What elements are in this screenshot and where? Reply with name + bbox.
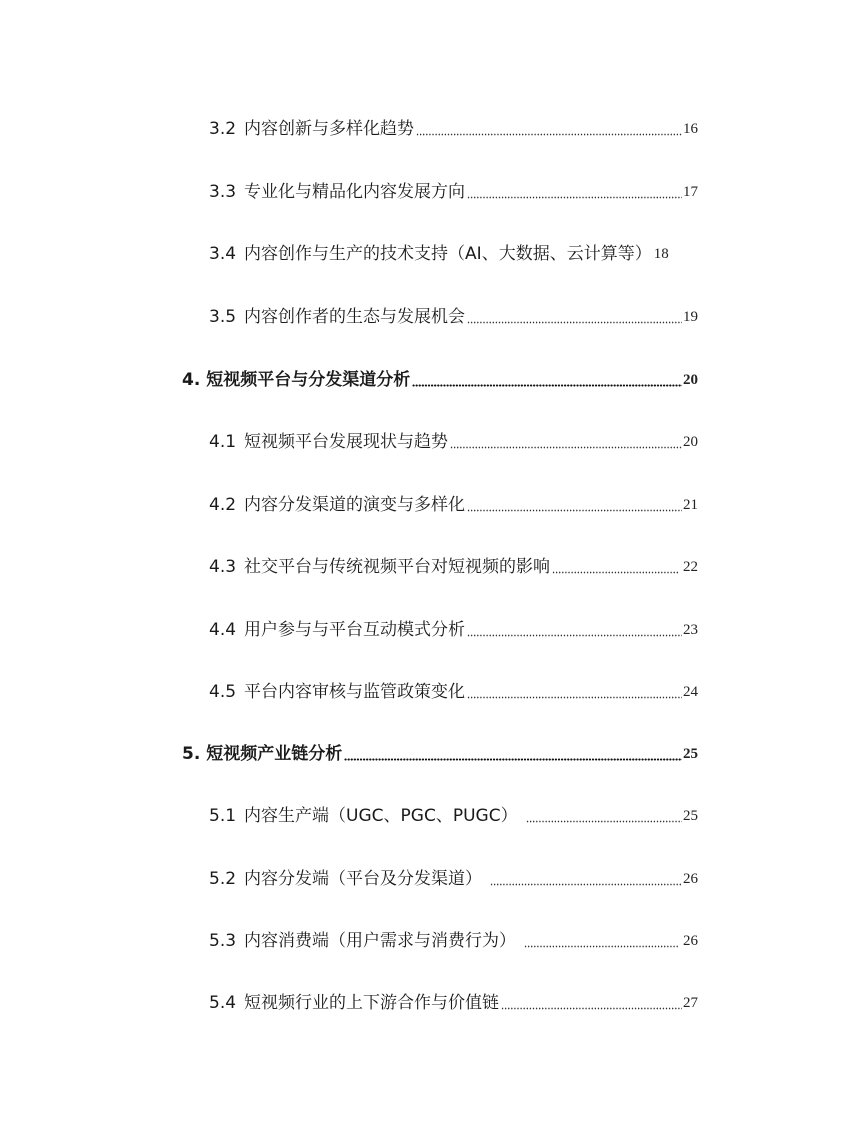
toc-entry-number: 4.3 <box>209 557 237 577</box>
toc-entry-4-1[interactable] <box>209 430 698 454</box>
toc-entry-4-2[interactable] <box>209 493 698 517</box>
toc-entry-title: 内容创新与多样化趋势 <box>244 119 415 139</box>
toc-entry-page: 25 <box>683 746 698 762</box>
toc-entry-number: 4.4 <box>209 620 237 640</box>
toc-entry-title: 内容消费端（用户需求与消费行为） <box>244 931 517 951</box>
toc-entry-page: 26 <box>683 933 698 949</box>
toc-entry-5-2[interactable] <box>209 867 698 891</box>
dot-leader <box>490 882 682 886</box>
toc-entry-number: 5. <box>182 744 201 764</box>
toc-entry-title: 短视频产业链分析 <box>206 744 343 764</box>
toc-entry-3-5[interactable] <box>209 305 698 329</box>
toc-entry-title: 平台内容审核与监管政策变化 <box>244 682 466 702</box>
toc-entry-title: 内容分发端（平台及分发渠道） <box>244 869 483 889</box>
toc-entry-page: 17 <box>683 184 698 200</box>
toc-entry-number: 5.3 <box>209 931 237 951</box>
toc-entry-4[interactable] <box>182 368 698 392</box>
dot-leader <box>467 695 682 699</box>
toc-entry-title: 内容分发渠道的演变与多样化 <box>244 495 466 515</box>
dot-leader <box>416 132 682 136</box>
toc-entry-4-4[interactable] <box>209 618 698 642</box>
toc-entry-title: 社交平台与传统视频平台对短视频的影响 <box>244 557 551 577</box>
toc-entry-page: 19 <box>683 309 698 325</box>
toc-entry-title: 短视频平台发展现状与趋势 <box>244 432 449 452</box>
toc-entry-page: 23 <box>683 622 698 638</box>
toc-entry-5-1[interactable] <box>209 804 698 828</box>
dot-leader <box>552 570 679 574</box>
toc-entry-3-2[interactable] <box>209 117 698 141</box>
toc-entry-number: 5.1 <box>209 806 237 826</box>
toc-entry-page: 18 <box>653 246 669 262</box>
toc-entry-number: 4.2 <box>209 495 237 515</box>
toc-entry-5-4[interactable] <box>209 991 698 1015</box>
toc-entry-5-3[interactable] <box>209 929 698 953</box>
toc-entry-title: 内容创作者的生态与发展机会 <box>244 307 466 327</box>
toc-entry-title: 内容创作与生产的技术支持（AI、大数据、云计算等） <box>244 244 652 264</box>
dot-leader <box>467 320 682 324</box>
toc-entry-number: 3.3 <box>209 182 237 202</box>
toc-entry-page: 16 <box>683 121 698 137</box>
toc-entry-page: 27 <box>683 995 698 1011</box>
toc-entry-number: 4.5 <box>209 682 237 702</box>
toc-entry-page: 21 <box>683 497 698 513</box>
toc-entry-page: 20 <box>683 372 698 388</box>
toc-entry-number: 4. <box>182 370 201 390</box>
dot-leader <box>467 633 682 637</box>
toc-entry-number: 3.2 <box>209 119 237 139</box>
toc-entry-3-3[interactable] <box>209 180 698 204</box>
toc-entry-title: 短视频平台与分发渠道分析 <box>206 370 411 390</box>
toc-entry-5[interactable] <box>182 742 698 766</box>
toc-entry-number: 3.5 <box>209 307 237 327</box>
toc-entry-number: 3.4 <box>209 244 237 264</box>
toc-entry-title: 专业化与精品化内容发展方向 <box>244 182 466 202</box>
toc-entry-4-5[interactable] <box>209 680 698 704</box>
toc-entry-title: 短视频行业的上下游合作与价值链 <box>244 993 500 1013</box>
dot-leader <box>467 195 682 199</box>
toc-entry-3-4[interactable] <box>209 242 715 266</box>
toc-entry-page: 22 <box>683 559 698 575</box>
toc-entry-number: 5.2 <box>209 869 237 889</box>
dot-leader <box>344 757 682 761</box>
dot-leader <box>412 383 682 387</box>
dot-leader <box>450 445 682 449</box>
toc-entry-page: 24 <box>683 684 698 700</box>
toc-entry-page: 25 <box>683 808 698 824</box>
toc-entry-title: 内容生产端（UGC、PGC、PUGC） <box>244 806 518 826</box>
toc-entry-number: 4.1 <box>209 432 237 452</box>
dot-leader <box>524 944 679 948</box>
toc-entry-number: 5.4 <box>209 993 237 1013</box>
dot-leader <box>526 819 682 823</box>
dot-leader <box>467 508 682 512</box>
toc-entry-page: 26 <box>683 871 698 887</box>
toc-entry-page: 20 <box>683 434 698 450</box>
dot-leader <box>501 1006 682 1010</box>
toc-entry-title: 用户参与与平台互动模式分析 <box>244 620 466 640</box>
toc-entry-4-3[interactable] <box>209 555 698 579</box>
